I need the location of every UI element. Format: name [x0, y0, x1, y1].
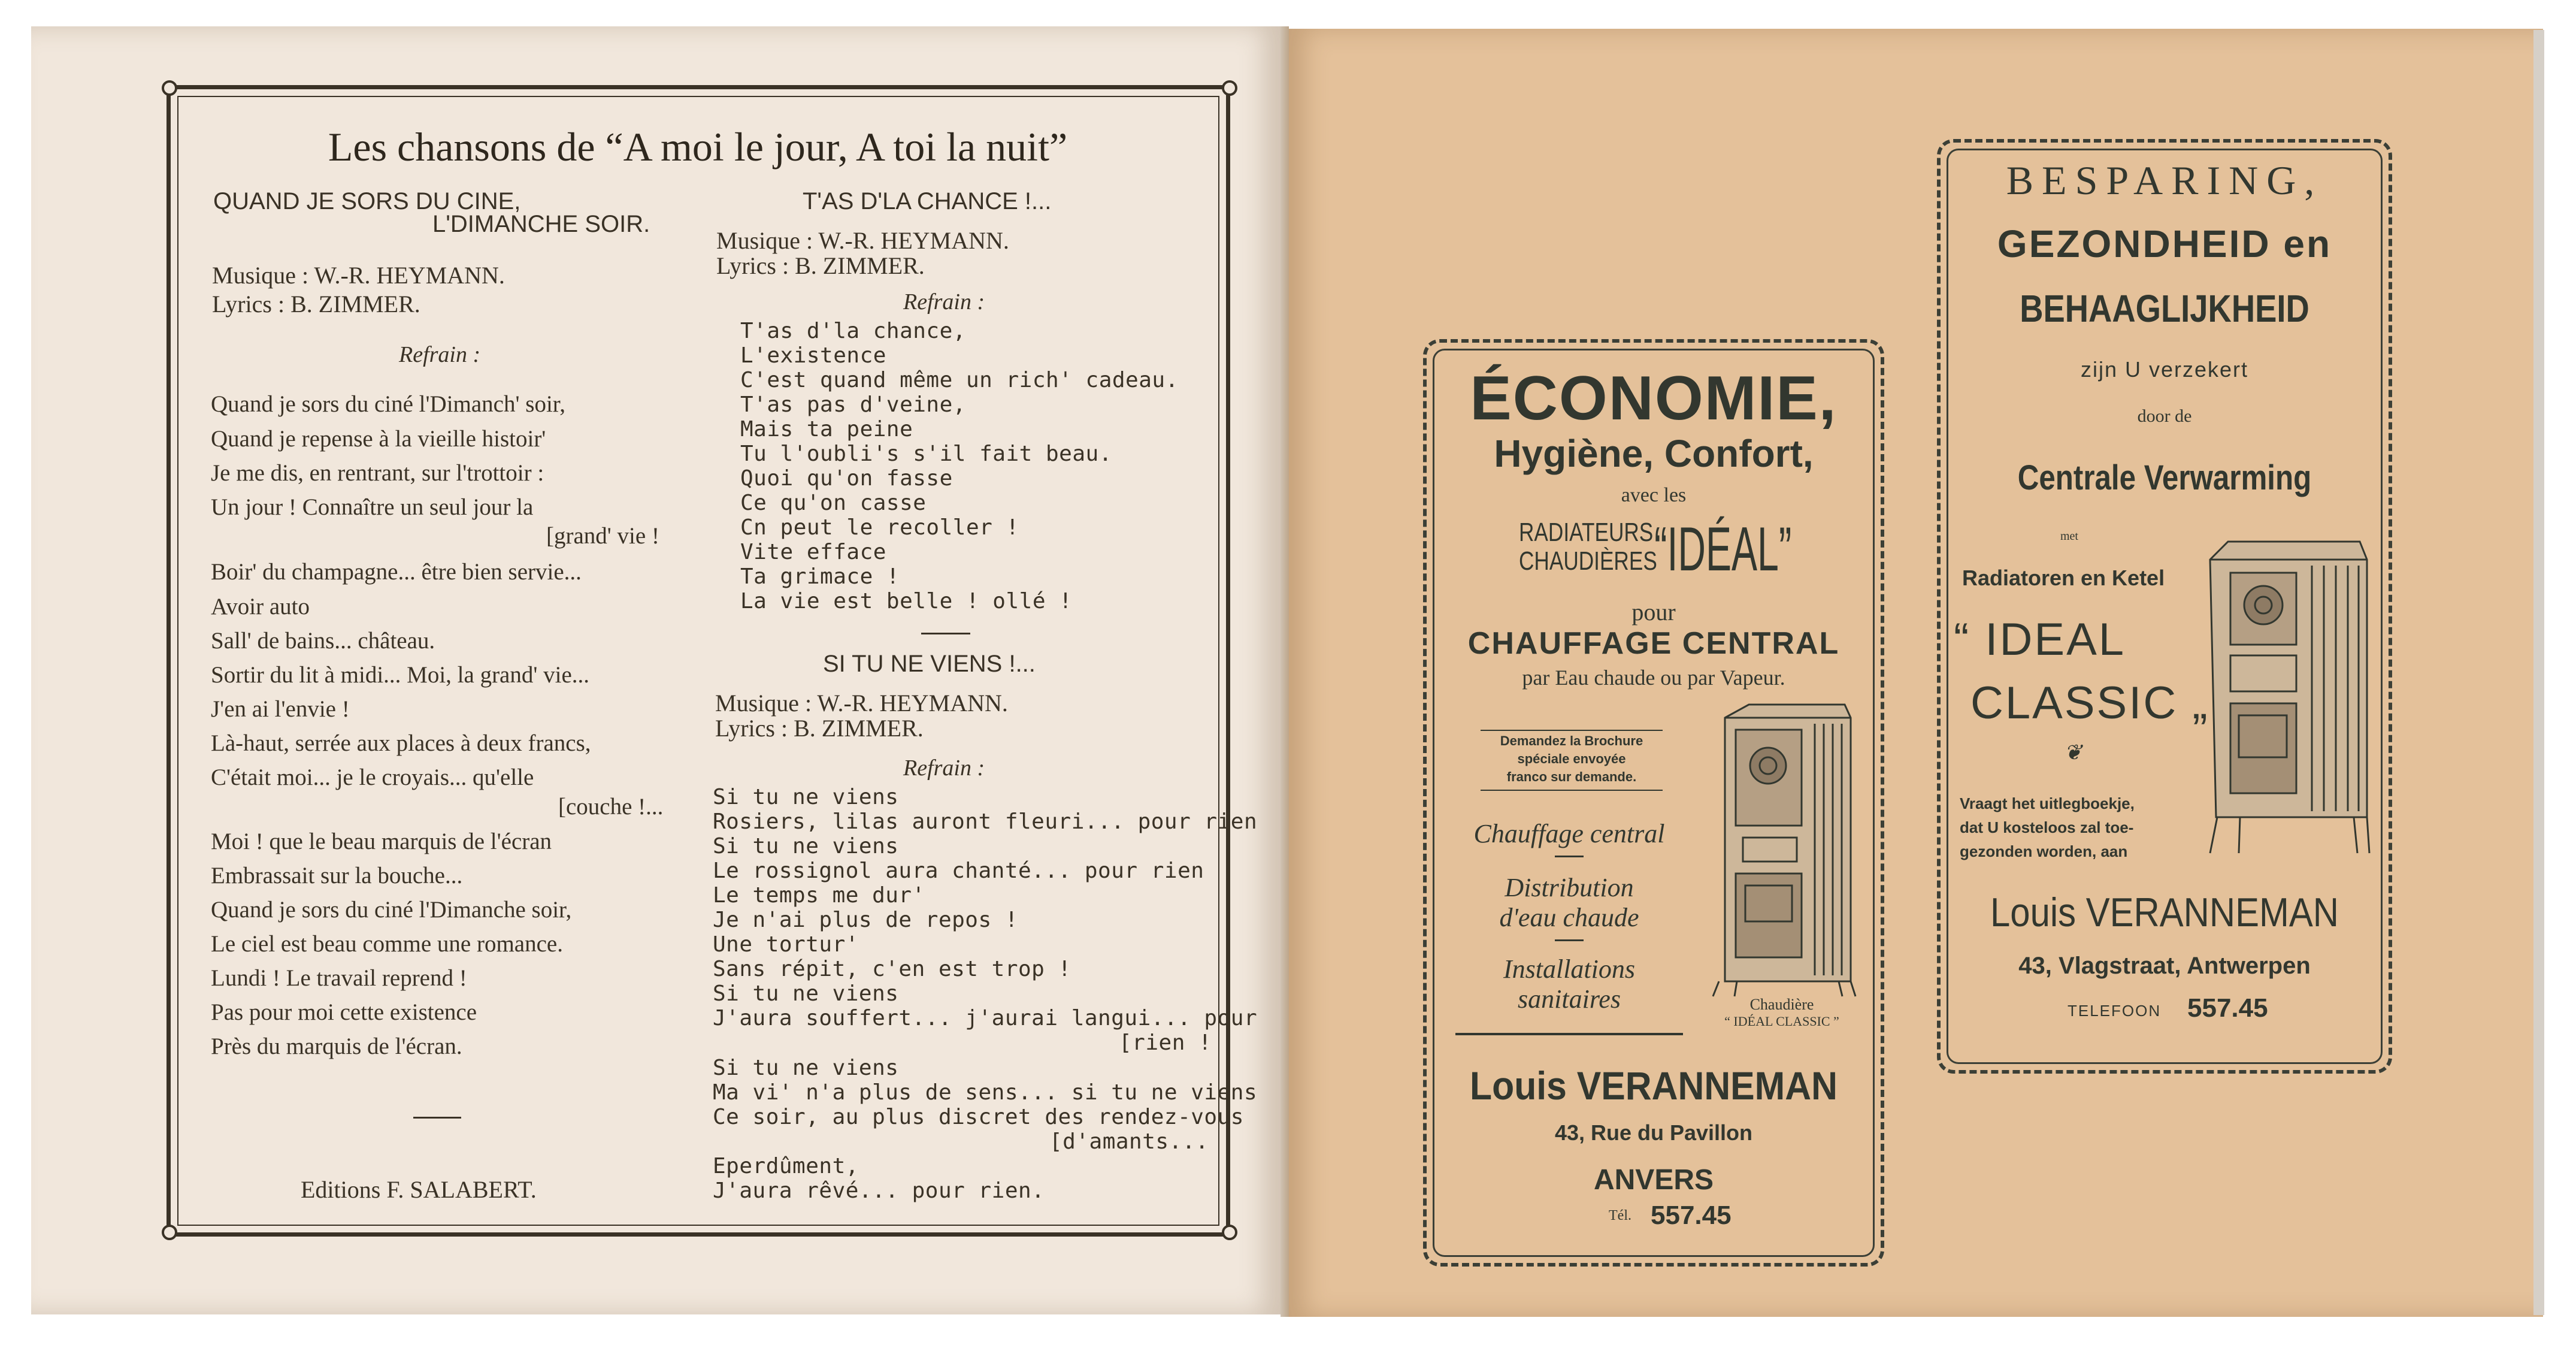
song1-music: Musique : W.-R. HEYMANN.	[212, 262, 505, 289]
song2-music: Musique : W.-R. HEYMANN.	[716, 227, 1009, 254]
lyric-line: T'as pas d'veine,	[740, 392, 966, 417]
lyric-line: Boir' du champagne... être bien servie...	[211, 559, 582, 585]
lyric-line: [grand' vie !	[546, 523, 659, 549]
lyric-line: C'était moi... je le croyais... qu'elle	[211, 764, 534, 790]
page-title: Les chansons de “A moi le jour, A toi la nuit”	[328, 124, 1068, 170]
lyric-line: Si tu ne viens	[713, 834, 899, 859]
ad2-ask-line: gezonden worden, aan	[1960, 842, 2128, 860]
lyric-line: Quoi qu'on fasse	[740, 466, 953, 491]
ad2-line: Radiatoren en Ketel	[1962, 566, 2165, 590]
song2-refrain-label: Refrain :	[903, 289, 985, 315]
lyric-line: Ta grimace !	[740, 564, 900, 589]
lyric-line: L'existence	[740, 343, 886, 368]
frame-corner-ornament	[1222, 1225, 1237, 1240]
lyric-line: Sall' de bains... château.	[211, 628, 435, 654]
ad2-ask-line: dat U kosteloos zal toe-	[1960, 818, 2134, 836]
lyric-line: Pas pour moi cette existence	[211, 999, 477, 1025]
lyric-line: La vie est belle ! ollé !	[740, 589, 1073, 613]
ad1-service: d'eau chaude	[1499, 903, 1639, 932]
lyric-line: Là-haut, serrée aux places à deux francs,	[211, 730, 591, 756]
ad2-line: GEZONDHEID en	[1997, 222, 2332, 265]
lyric-line: Vite efface	[740, 540, 886, 564]
lyric-line: Ce qu'on casse	[740, 491, 927, 515]
boiler-illustration	[1701, 700, 1857, 999]
publisher-credit: Editions F. SALABERT.	[301, 1176, 537, 1203]
lyric-line: Moi ! que le beau marquis de l'écran	[211, 829, 552, 854]
ad1-service: Installations	[1503, 954, 1636, 984]
ad2-line: zijn U verzekert	[2080, 357, 2249, 382]
ad1-avec: avec les	[1621, 484, 1687, 506]
ad1-caption: “ IDÉAL CLASSIC ”	[1724, 1014, 1839, 1029]
ad1-subheadline: Hygiène, Confort,	[1494, 432, 1814, 475]
ad2-tel-label: TELEFOON	[2068, 1002, 2162, 1020]
song1-title-line2: L'DIMANCHE SOIR.	[432, 211, 650, 237]
ad1-radiateurs: RADIATEURS	[1519, 518, 1654, 547]
lyric-line: Le ciel est beau comme une romance.	[211, 931, 563, 957]
ad2-line: BESPARING,	[2006, 158, 2323, 203]
lyric-line: Embrassait sur la bouche...	[211, 863, 463, 888]
song3-title: SI TU NE VIENS !...	[823, 651, 1036, 677]
separator-rule	[413, 1117, 461, 1119]
lyric-line: Quand je sors du ciné l'Dimanche soir,	[211, 897, 572, 923]
separator-rule	[921, 633, 970, 634]
lyric-line: Si tu ne viens	[713, 1056, 899, 1080]
ad2-ask-line: Vraagt het uitlegboekje,	[1960, 794, 2135, 812]
ad1-service: sanitaires	[1518, 984, 1621, 1014]
lyric-line: Eperdûment,	[713, 1154, 859, 1178]
ad1-rule	[1481, 790, 1663, 791]
ad1-brochure-line: franco sur demande.	[1506, 769, 1637, 784]
lyric-line: Si tu ne viens	[713, 785, 899, 809]
lyric-line: Quand je sors du ciné l'Dimanch' soir,	[211, 391, 565, 417]
ad1-brochure-line: spéciale envoyée	[1517, 751, 1626, 766]
lyric-line: J'en ai l'envie !	[211, 696, 350, 722]
lyric-line: Le rossignol aura chanté... pour rien	[713, 859, 1204, 883]
song3-lyrics: Lyrics : B. ZIMMER.	[715, 715, 924, 742]
ad1-service: Distribution	[1505, 873, 1634, 902]
lyric-line: Sans répit, c'en est trop !	[713, 957, 1071, 981]
ad1-chaudieres: CHAUDIÈRES	[1519, 546, 1657, 576]
ad2-line: door de	[2137, 406, 2192, 426]
ad1-dash	[1555, 856, 1584, 857]
frame-corner-ornament	[1222, 80, 1237, 96]
booklet-spine	[1281, 26, 1289, 1317]
ad1-tel: 557.45	[1651, 1201, 1732, 1230]
ad1-address: 43, Rue du Pavillon	[1554, 1120, 1753, 1145]
lyric-line: Quand je repense à la vieille histoir'	[211, 426, 546, 452]
ad1-chauffage: CHAUFFAGE CENTRAL	[1467, 626, 1840, 661]
song3-music: Musique : W.-R. HEYMANN.	[715, 690, 1008, 717]
lyric-line: C'est quand même un rich' cadeau.	[740, 368, 1179, 392]
lyric-line: Près du marquis de l'écran.	[211, 1033, 462, 1059]
ad1-brochure-line: Demandez la Brochure	[1500, 733, 1643, 748]
ad1-dash	[1555, 939, 1584, 941]
lyric-line: Je n'ai plus de repos !	[713, 908, 1018, 932]
ad2-tel: 557.45	[2187, 993, 2268, 1023]
ad1-rule	[1455, 1033, 1683, 1035]
lyric-line: Ma vi' n'a plus de sens... si tu ne viens	[713, 1080, 1258, 1105]
song2-title: T'AS D'LA CHANCE !...	[803, 188, 1052, 214]
lyric-line: Un jour ! Connaître un seul jour la	[211, 494, 534, 520]
boiler-illustration	[2204, 536, 2372, 859]
lyric-line: Rosiers, lilas auront fleuri... pour rien	[713, 809, 1258, 834]
lyric-line: Si tu ne viens	[713, 981, 899, 1006]
ad1-tel-label: Tél.	[1609, 1208, 1631, 1223]
ad1-pour: pour	[1631, 599, 1676, 625]
ad1-rule	[1481, 730, 1663, 731]
song2-lyrics: Lyrics : B. ZIMMER.	[716, 252, 925, 279]
frame-corner-ornament	[162, 1225, 177, 1240]
lyric-line: [couche !...	[558, 794, 664, 820]
lyric-line: Une tortur'	[713, 932, 859, 957]
ad2-line: Centrale Verwarming	[2017, 458, 2312, 497]
ad2-address: 43, Vlagstraat, Antwerpen	[2018, 953, 2311, 979]
lyric-line: J'aura souffert... j'aurai langui... pour	[713, 1006, 1258, 1030]
ad2-line: “ IDEAL	[1954, 614, 2126, 665]
ad1-brand: “IDÉAL”	[1654, 515, 1792, 584]
ad1-city: ANVERS	[1593, 1164, 1714, 1196]
lyric-line: [d'amants...	[1049, 1129, 1209, 1154]
ad2-line: BEHAAGLIJKHEID	[2020, 287, 2309, 330]
lyric-line: Ce soir, au plus discret des rendez-vous	[713, 1105, 1244, 1129]
ad1-service: Chauffage central	[1473, 819, 1665, 848]
song3-refrain-label: Refrain :	[903, 755, 985, 781]
lyric-line: [rien !	[1119, 1030, 1212, 1055]
lyric-line: Je me dis, en rentrant, sur l'trottoir :	[211, 460, 544, 486]
lyric-line: Avoir auto	[211, 594, 310, 619]
lyric-line: Mais ta peine	[740, 417, 913, 442]
lyric-line: Tu l'oubli's s'il fait beau.	[740, 442, 1112, 466]
ad2-company: Louis VERANNEMAN	[1990, 890, 2339, 935]
song1-lyrics: Lyrics : B. ZIMMER.	[212, 291, 420, 318]
lyric-line: J'aura rêvé... pour rien.	[713, 1178, 1045, 1203]
ad1-caption: Chaudière	[1749, 996, 1814, 1013]
ad2-line: met	[2060, 530, 2078, 543]
page-edge	[2533, 30, 2544, 1315]
lyric-line: Lundi ! Le travail reprend !	[211, 965, 467, 991]
song1-title-line1: QUAND JE SORS DU CINE,	[213, 188, 521, 214]
song1-refrain-label: Refrain :	[399, 342, 481, 367]
lyric-line: Sortir du lit à midi... Moi, la grand' vie...	[211, 662, 590, 688]
flourish-icon: ❦	[2064, 741, 2082, 765]
ad1-company: Louis VERANNEMAN	[1470, 1063, 1838, 1108]
lyric-line: Cn peut le recoller !	[740, 515, 1019, 540]
lyric-line: T'as d'la chance,	[740, 319, 966, 343]
ad1-headline: ÉCONOMIE,	[1470, 364, 1838, 433]
ad2-line: CLASSIC „	[1970, 678, 2209, 729]
lyric-line: Le temps me dur'	[713, 883, 925, 908]
ad1-par: par Eau chaude ou par Vapeur.	[1522, 666, 1785, 690]
frame-corner-ornament	[162, 80, 177, 96]
